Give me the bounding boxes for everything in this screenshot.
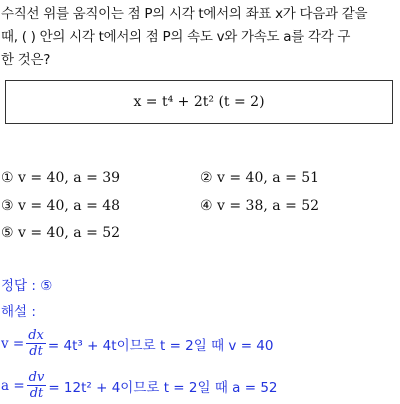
- velocity-denominator: dt: [29, 344, 43, 359]
- velocity-rhs: = 4t³ + 4t이므로 t = 2일 때 v = 40: [47, 337, 274, 354]
- velocity-lhs: v =: [1, 335, 25, 352]
- option-1-text: v = 40, a = 39: [18, 170, 121, 186]
- option-5-text: v = 40, a = 52: [18, 225, 121, 241]
- question-line-1: 수직선 위를 움직이는 점 P의 시각 t에서의 좌표 x가 다음과 같을: [1, 6, 368, 22]
- option-4-number: ④: [200, 198, 213, 214]
- equation-box: [5, 80, 393, 124]
- option-3-text: v = 40, a = 48: [18, 198, 121, 214]
- question-text: [1, 3, 399, 72]
- question-line-3: 한 것은?: [1, 52, 51, 68]
- option-5-number: ⑤: [1, 225, 14, 241]
- equation: x = t⁴ + 2t² (t = 2): [133, 94, 265, 110]
- option-4[interactable]: [200, 198, 319, 214]
- acceleration-denominator: dt: [29, 386, 44, 401]
- option-3[interactable]: [1, 198, 120, 214]
- answer-text: 정답 : ⑤: [1, 278, 53, 294]
- option-2[interactable]: [200, 170, 319, 186]
- explanation-label: 해설 :: [1, 304, 36, 320]
- option-5[interactable]: [1, 225, 120, 241]
- question-line-2: 때, ( ) 안의 시각 t에서의 점 P의 속도 v와 가속도 a를 각각 구: [1, 29, 351, 45]
- solution-velocity: [1, 328, 273, 359]
- acceleration-lhs: a =: [1, 377, 25, 394]
- acceleration-numerator: dv: [28, 370, 45, 385]
- option-3-number: ③: [1, 198, 14, 214]
- solution-acceleration: [1, 370, 278, 401]
- option-4-text: v = 38, a = 52: [217, 198, 320, 214]
- option-1-number: ①: [1, 170, 14, 186]
- velocity-derivative: [26, 328, 46, 359]
- option-2-number: ②: [200, 170, 213, 186]
- option-1[interactable]: [1, 170, 120, 186]
- option-2-text: v = 40, a = 51: [217, 170, 320, 186]
- acceleration-derivative: [27, 370, 47, 401]
- velocity-numerator: dx: [28, 328, 44, 343]
- acceleration-rhs: = 12t² + 4이므로 t = 2일 때 a = 52: [48, 379, 278, 396]
